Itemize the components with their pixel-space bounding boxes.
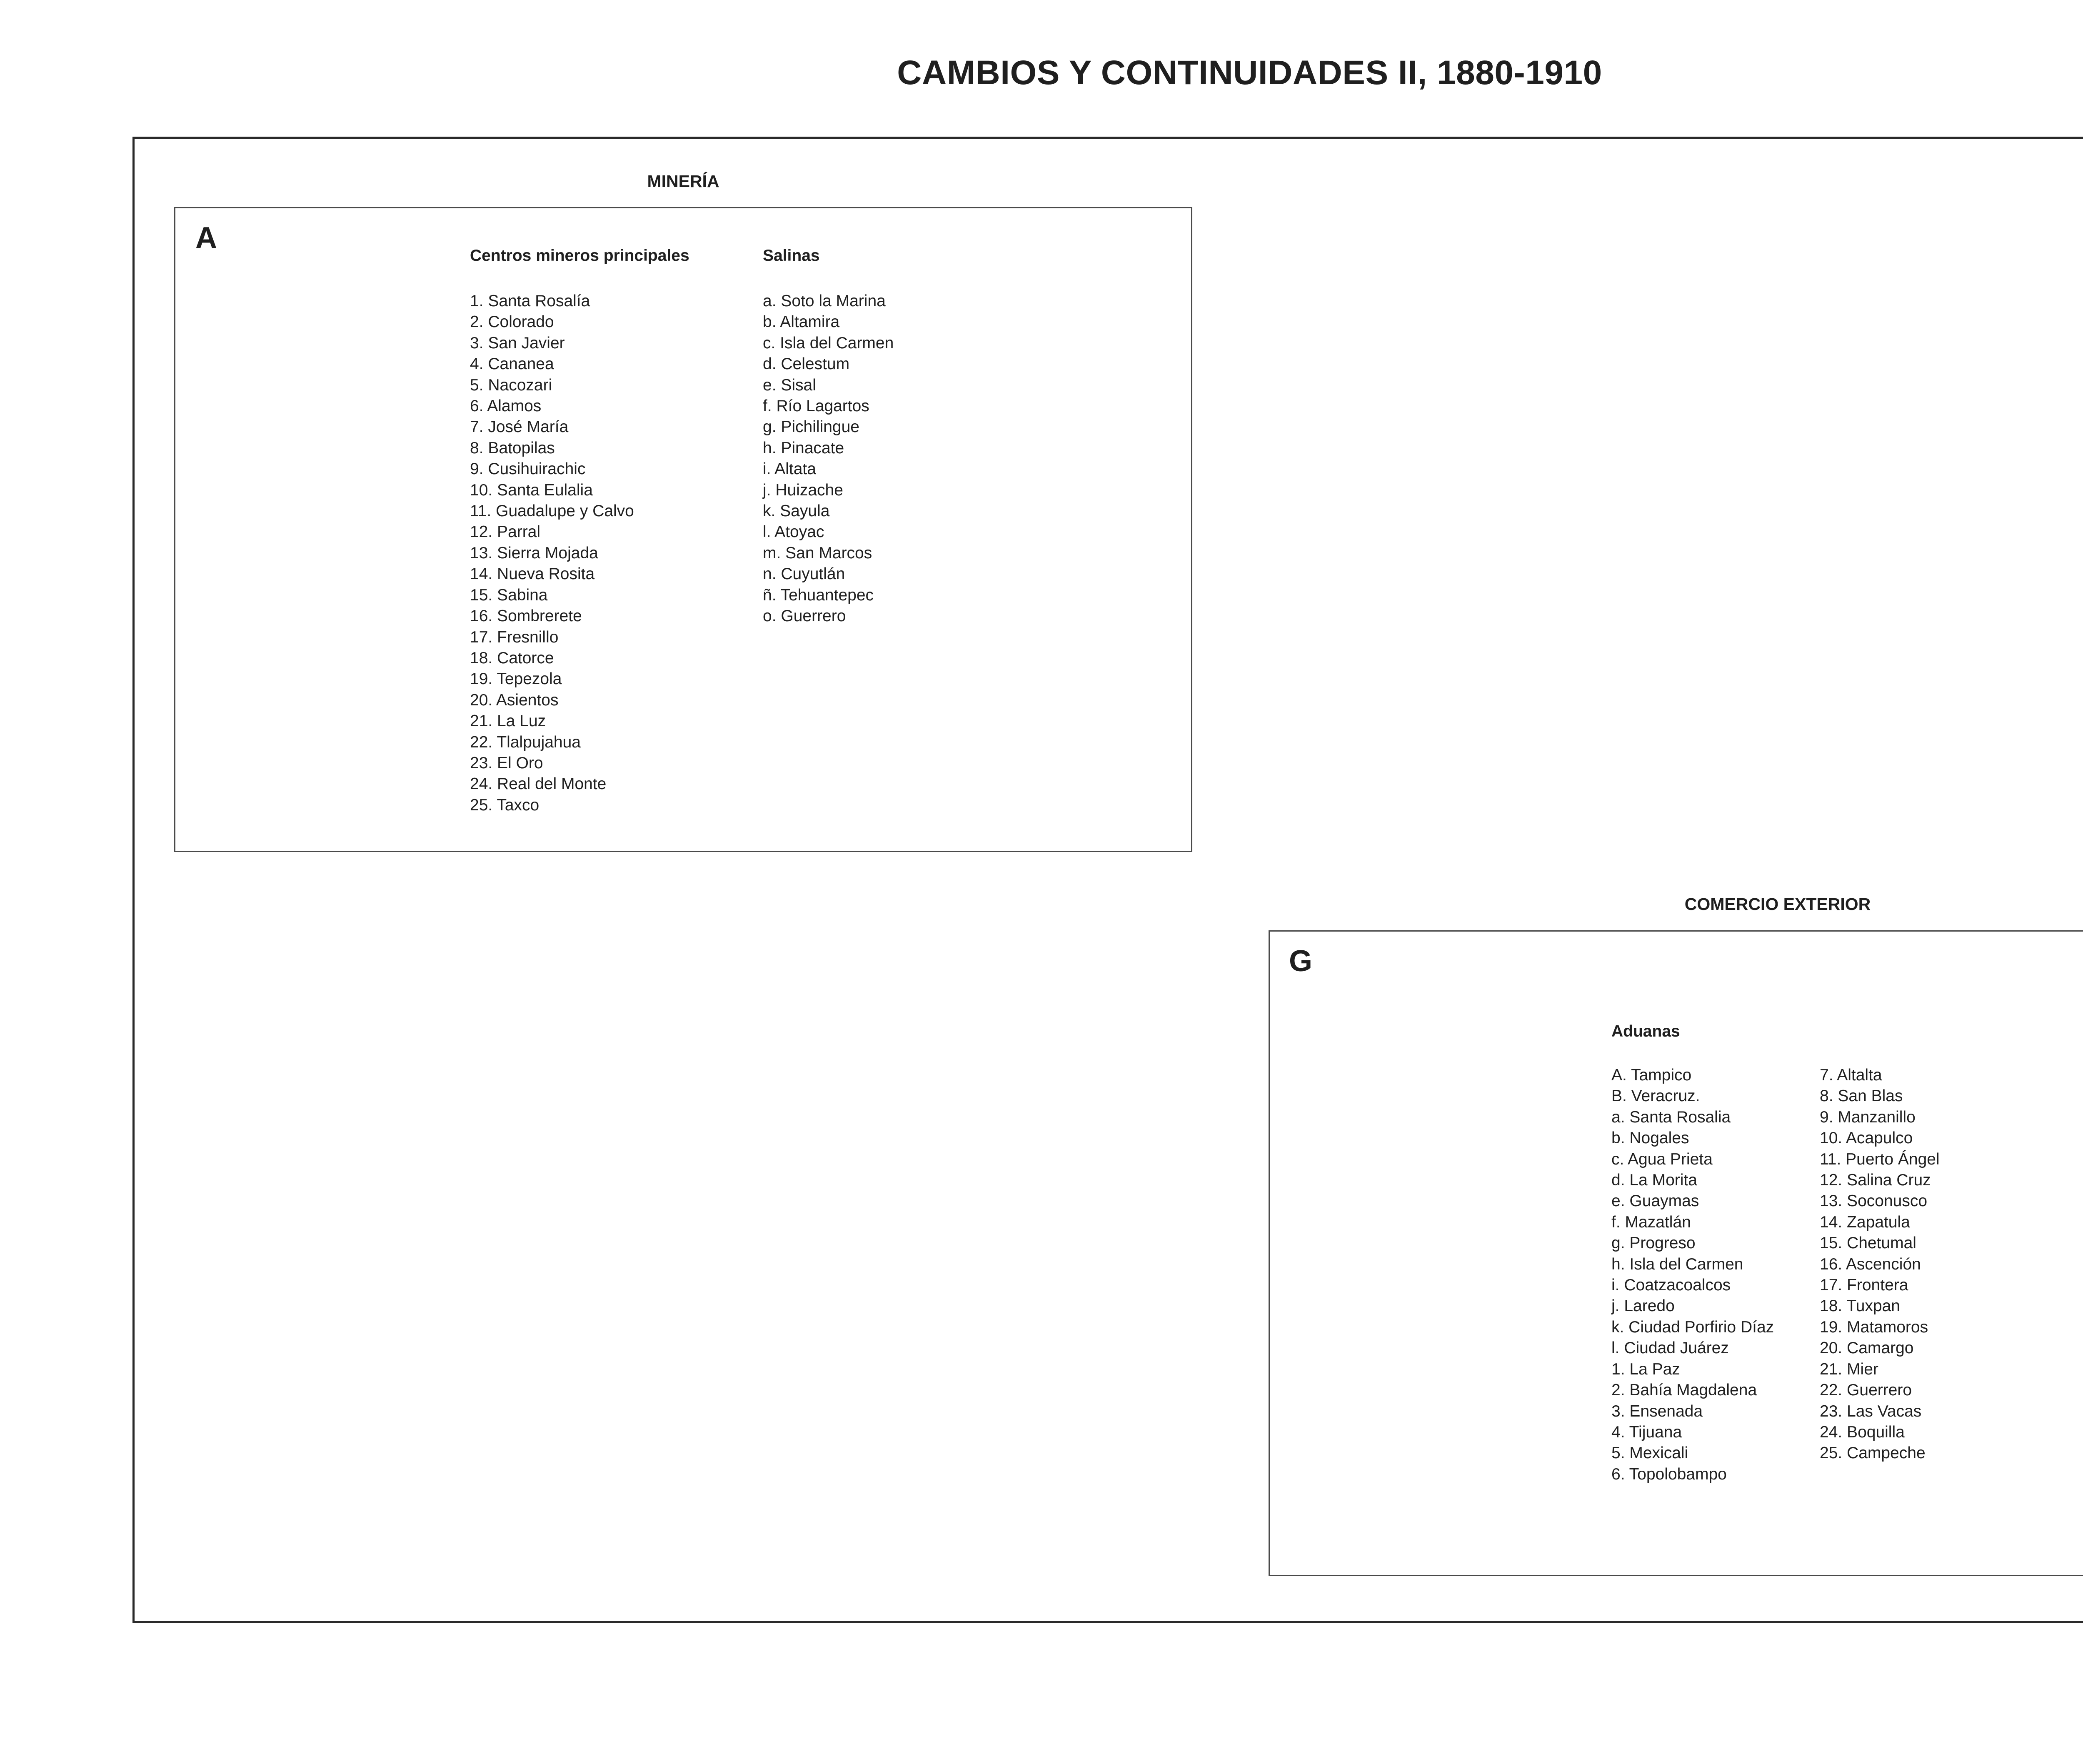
- mining-center-item: 6. Alamos: [470, 397, 542, 415]
- customs-item: 1. La Paz: [1611, 1360, 1680, 1378]
- salina-item: d. Celestum: [763, 355, 850, 373]
- mining-center-item: 19. Tepezola: [470, 670, 562, 688]
- customs-item: 21. Mier: [1820, 1360, 1878, 1378]
- mineria-heading: MINERÍA: [647, 172, 719, 191]
- mineria-panel: [174, 207, 1192, 852]
- customs-item: f. Mazatlán: [1611, 1213, 1691, 1231]
- customs-item: B. Veracruz.: [1611, 1087, 1700, 1105]
- mining-center-item: 22. Tlalpujahua: [470, 733, 581, 751]
- customs-item: 17. Frontera: [1820, 1276, 1908, 1294]
- mining-center-item: 3. San Javier: [470, 334, 565, 352]
- customs-item: 18. Tuxpan: [1820, 1297, 1900, 1315]
- salina-item: b. Altamira: [763, 313, 840, 331]
- mining-center-item: 13. Sierra Mojada: [470, 544, 598, 562]
- aduanas-list-2: [1820, 1065, 1940, 1464]
- customs-item: 6. Topolobampo: [1611, 1465, 1727, 1483]
- salina-item: i. Altata: [763, 460, 816, 478]
- salinas-heading: Salinas: [763, 247, 820, 265]
- customs-item: 9. Manzanillo: [1820, 1108, 1916, 1126]
- customs-item: 2. Bahía Magdalena: [1611, 1381, 1757, 1399]
- mining-center-item: 18. Catorce: [470, 649, 554, 667]
- customs-item: 20. Camargo: [1820, 1339, 1914, 1357]
- centros-list: [470, 291, 634, 816]
- customs-item: 14. Zapatula: [1820, 1213, 1910, 1231]
- customs-item: 7. Altalta: [1820, 1066, 1882, 1084]
- customs-item: 5. Mexicali: [1611, 1444, 1688, 1462]
- comercio-heading: COMERCIO EXTERIOR: [1684, 894, 1871, 914]
- customs-item: 25. Campeche: [1820, 1444, 1926, 1462]
- salina-item: n. Cuyutlán: [763, 565, 845, 583]
- salina-item: h. Pinacate: [763, 439, 844, 457]
- customs-item: 23. Las Vacas: [1820, 1402, 1922, 1420]
- salina-item: m. San Marcos: [763, 544, 872, 562]
- customs-item: b. Nogales: [1611, 1129, 1689, 1147]
- mining-center-item: 8. Batopilas: [470, 439, 555, 457]
- customs-item: 8. San Blas: [1820, 1087, 1903, 1105]
- mining-center-item: 20. Asientos: [470, 691, 559, 709]
- customs-item: k. Ciudad Porfirio Díaz: [1611, 1318, 1774, 1336]
- page-title: CAMBIOS Y CONTINUIDADES II, 1880-1910: [897, 54, 1602, 92]
- panel-letter-g: G: [1289, 944, 1313, 978]
- aduanas-heading: Aduanas: [1611, 1022, 1680, 1040]
- mining-center-item: 23. El Oro: [470, 754, 543, 772]
- customs-item: 16. Ascención: [1820, 1255, 1921, 1273]
- customs-item: g. Progreso: [1611, 1234, 1696, 1252]
- customs-item: 15. Chetumal: [1820, 1234, 1916, 1252]
- customs-item: c. Agua Prieta: [1611, 1150, 1713, 1168]
- salina-item: o. Guerrero: [763, 607, 846, 625]
- customs-item: 24. Boquilla: [1820, 1423, 1905, 1441]
- customs-item: 19. Matamoros: [1820, 1318, 1928, 1336]
- salina-item: k. Sayula: [763, 502, 830, 520]
- mining-center-item: 24. Real del Monte: [470, 775, 607, 793]
- customs-item: h. Isla del Carmen: [1611, 1255, 1743, 1273]
- mining-center-item: 4. Cananea: [470, 355, 554, 373]
- mining-center-item: 15. Sabina: [470, 586, 548, 604]
- customs-item: 12. Salina Cruz: [1820, 1171, 1931, 1189]
- mining-center-item: 9. Cusihuirachic: [470, 460, 586, 478]
- salina-item: c. Isla del Carmen: [763, 334, 894, 352]
- salina-item: j. Huizache: [763, 481, 843, 499]
- customs-item: 13. Soconusco: [1820, 1192, 1928, 1210]
- centros-heading: Centros mineros principales: [470, 247, 689, 265]
- customs-item: e. Guaymas: [1611, 1192, 1699, 1210]
- salina-item: f. Río Lagartos: [763, 397, 869, 415]
- comercio-panel: [1269, 930, 2083, 1576]
- mining-center-item: 5. Nacozari: [470, 376, 552, 394]
- mining-center-item: 7. José María: [470, 418, 569, 436]
- salina-item: l. Atoyac: [763, 523, 824, 541]
- mining-center-item: 10. Santa Eulalia: [470, 481, 593, 499]
- mining-center-item: 12. Parral: [470, 523, 541, 541]
- customs-item: A. Tampico: [1611, 1066, 1692, 1084]
- salina-item: e. Sisal: [763, 376, 816, 394]
- mining-center-item: 17. Fresnillo: [470, 628, 559, 646]
- salina-item: ñ. Tehuantepec: [763, 586, 874, 604]
- salina-item: a. Soto la Marina: [763, 292, 886, 310]
- mining-center-item: 2. Colorado: [470, 313, 554, 331]
- salinas-list: [763, 291, 894, 627]
- aduanas-list-1: [1611, 1065, 1774, 1485]
- mining-center-item: 21. La Luz: [470, 712, 546, 730]
- mining-center-item: 11. Guadalupe y Calvo: [470, 502, 634, 520]
- mining-center-item: 14. Nueva Rosita: [470, 565, 595, 583]
- customs-item: a. Santa Rosalia: [1611, 1108, 1731, 1126]
- salina-item: g. Pichilingue: [763, 418, 859, 436]
- customs-item: 4. Tijuana: [1611, 1423, 1682, 1441]
- mining-center-item: 1. Santa Rosalía: [470, 292, 590, 310]
- mining-center-item: 25. Taxco: [470, 796, 539, 814]
- customs-item: j. Laredo: [1611, 1297, 1675, 1315]
- customs-item: d. La Morita: [1611, 1171, 1697, 1189]
- customs-item: l. Ciudad Juárez: [1611, 1339, 1729, 1357]
- panel-letter-a: A: [195, 221, 217, 255]
- customs-item: 11. Puerto Ángel: [1820, 1150, 1940, 1168]
- customs-item: 22. Guerrero: [1820, 1381, 1912, 1399]
- customs-item: 3. Ensenada: [1611, 1402, 1703, 1420]
- mining-center-item: 16. Sombrerete: [470, 607, 582, 625]
- customs-item: i. Coatzacoalcos: [1611, 1276, 1731, 1294]
- customs-item: 10. Acapulco: [1820, 1129, 1913, 1147]
